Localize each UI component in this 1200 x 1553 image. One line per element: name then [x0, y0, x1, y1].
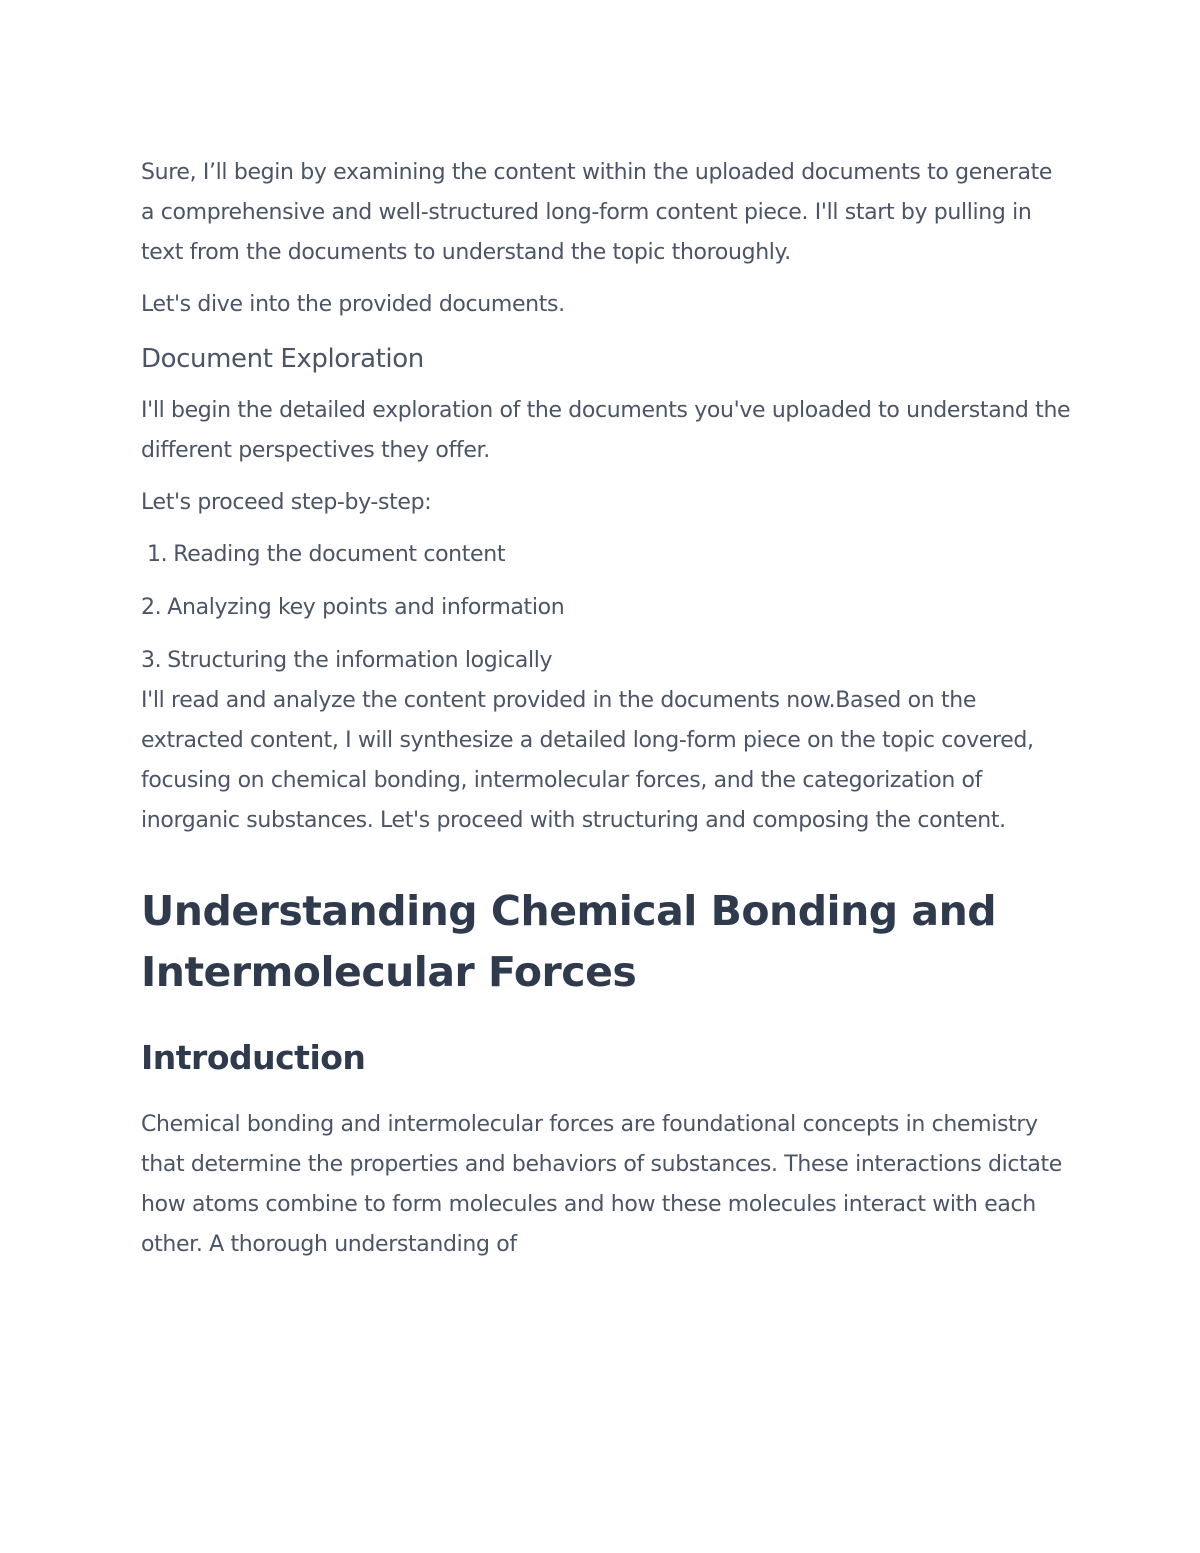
list-item-number: 3. — [141, 648, 162, 673]
list-item-text: Structuring the information logically — [167, 648, 553, 673]
intro-paragraph: Sure, I’ll begin by examining the content within the uploaded documents to generate a comprehensive and well-structured long-form content piece. I'll start by pulling in text from the documents to understand the topic thoroughly. — [141, 160, 1053, 265]
list-item-text: Analyzing key points and information — [167, 595, 565, 620]
article-title: Understanding Chemical Bonding and Intermolecular Forces — [141, 887, 997, 996]
exploration-paragraph: I'll begin the detailed exploration of the documents you've uploaded to understand the different perspectives they offer. — [141, 398, 1071, 463]
steps-list — [141, 535, 1071, 681]
section-heading-document-exploration: Document Exploration — [141, 344, 424, 374]
list-item-text: Reading the document content — [173, 542, 506, 567]
list-item-number: 1. — [147, 542, 168, 567]
list-item — [141, 535, 1071, 575]
steps-intro: Let's proceed step-by-step: — [141, 490, 432, 515]
synthesis-paragraph: I'll read and analyze the content provided in the documents now.Based on the extracted content, I will synthesize a detailed long-form piece on the topic covered, focusing on chemical bonding, intermolecular forces, and the categorization of inorganic substances. Let's proceed with structuring and composing the content. — [141, 688, 1034, 833]
introduction-heading: Introduction — [141, 1038, 366, 1077]
introduction-paragraph: Chemical bonding and intermolecular forces are foundational concepts in chemistry that determine the properties and behaviors of substances. These interactions dictate how atoms combine to form molecules and how these molecules interact with each other. A thorough understanding of — [141, 1112, 1062, 1257]
intro-paragraph-2: Let's dive into the provided documents. — [141, 292, 565, 317]
list-item-number: 2. — [141, 595, 162, 620]
list-item — [141, 641, 1071, 681]
document-page — [141, 153, 1071, 1287]
list-item — [141, 588, 1071, 628]
